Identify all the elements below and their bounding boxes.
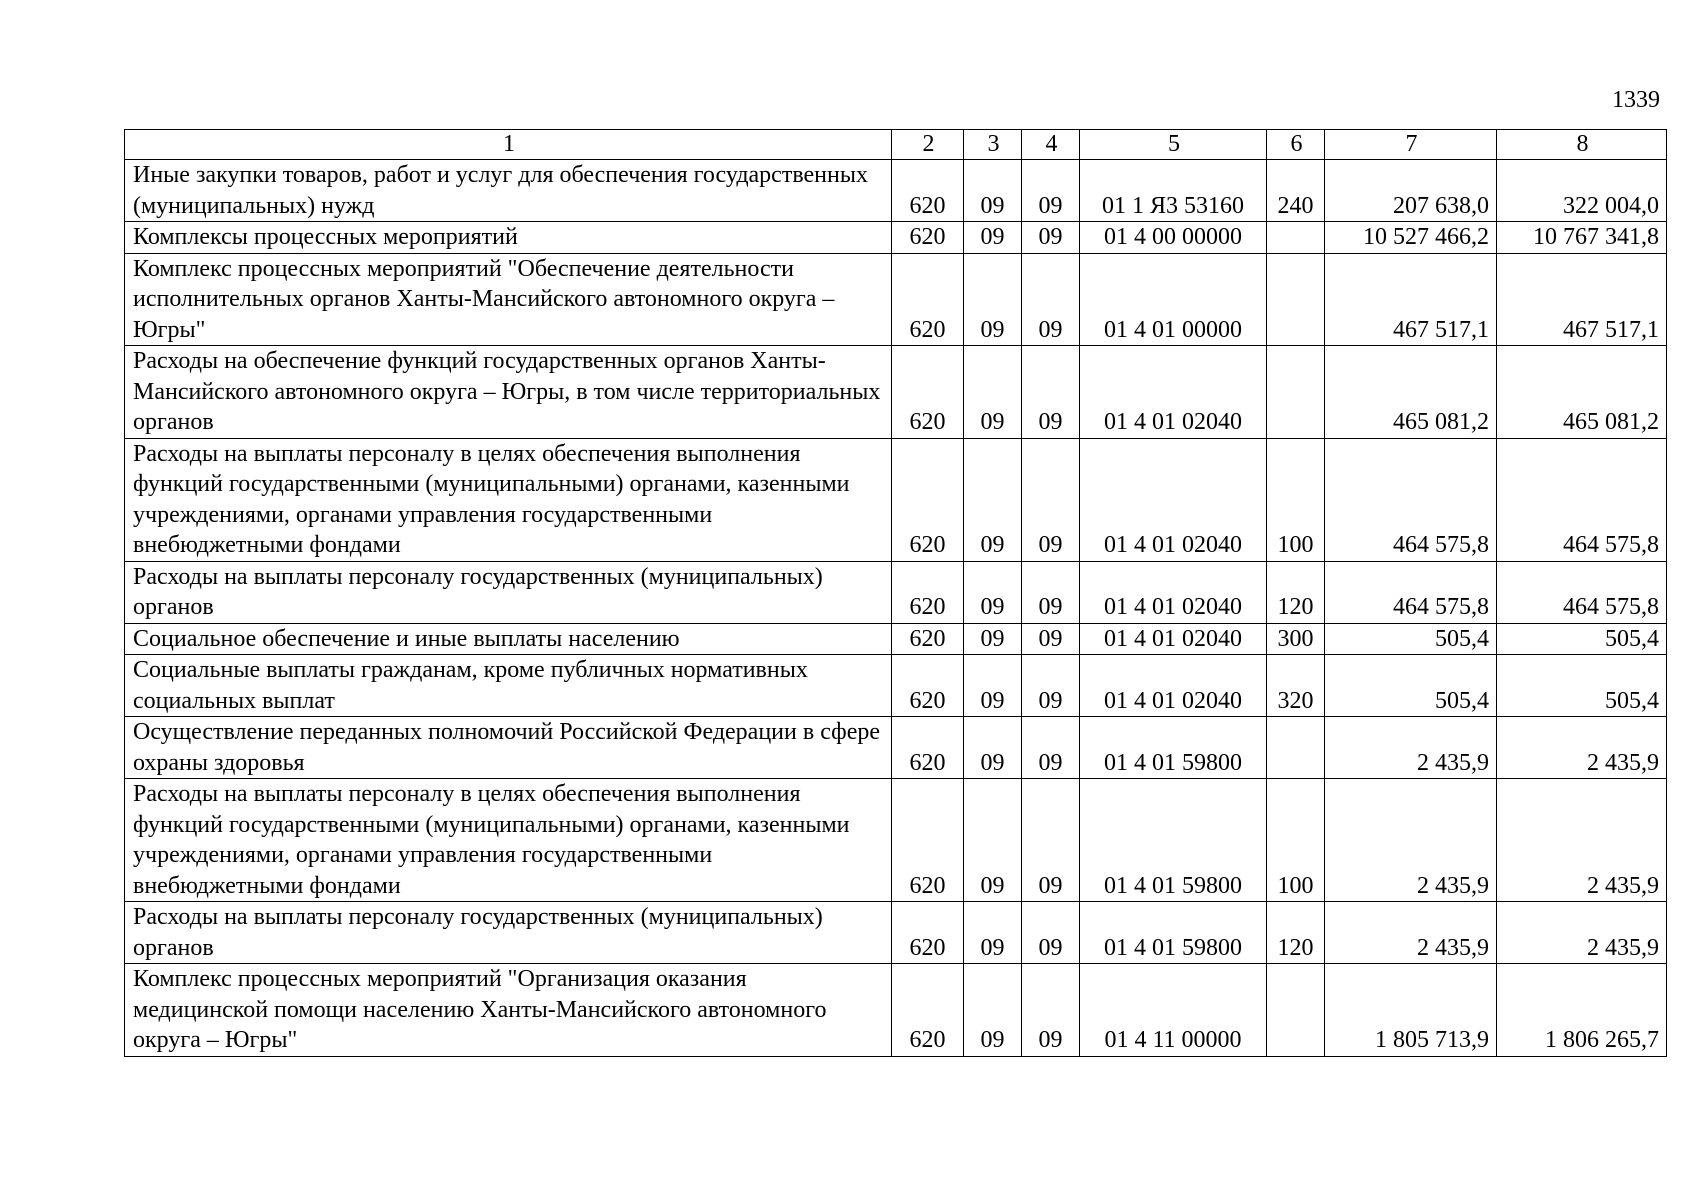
table-row [125,717,1667,779]
amount-year1-cell: 464 575,8 [1325,438,1497,561]
section-code-cell: 09 [964,346,1022,439]
section-code-cell: 09 [964,623,1022,655]
section-code-cell: 09 [964,717,1022,779]
expense-type-cell: 120 [1267,561,1325,623]
row-name-cell: Осуществление переданных полномочий Российской Федерации в сфере охраны здоровья [125,717,892,779]
row-name-cell: Расходы на обеспечение функций государственных органов Ханты-Мансийского автономного округа – Югры, в том числе территориальных органов [125,346,892,439]
target-article-cell: 01 4 01 02040 [1080,623,1267,655]
expense-type-cell: 300 [1267,623,1325,655]
target-article-cell: 01 4 01 02040 [1080,438,1267,561]
expense-type-cell: 100 [1267,779,1325,902]
target-article-cell: 01 1 Я3 53160 [1080,160,1267,222]
table-row [125,623,1667,655]
column-header: 5 [1080,130,1267,160]
subsection-code-cell: 09 [1022,623,1080,655]
target-article-cell: 01 4 01 59800 [1080,717,1267,779]
amount-year1-cell: 505,4 [1325,623,1497,655]
row-name-cell: Комплекс процессных мероприятий "Обеспечение деятельности исполнительных органов Ханты-Мансийского автономного округа – Югры" [125,253,892,346]
amount-year1-cell: 1 805 713,9 [1325,964,1497,1057]
column-header: 1 [125,130,892,160]
subsection-code-cell: 09 [1022,253,1080,346]
column-header: 7 [1325,130,1497,160]
table-header [125,130,1667,160]
row-name-cell: Комплекс процессных мероприятий "Организация оказания медицинской помощи населению Ханты-Мансийского автономного округа – Югры" [125,964,892,1057]
page-number: 1339 [1612,87,1660,113]
subsection-code-cell: 09 [1022,902,1080,964]
amount-year2-cell: 505,4 [1497,623,1667,655]
expense-type-cell: 100 [1267,438,1325,561]
column-header: 8 [1497,130,1667,160]
table-row [125,964,1667,1057]
target-article-cell: 01 4 01 02040 [1080,655,1267,717]
expense-type-cell: 320 [1267,655,1325,717]
ministry-code-cell: 620 [892,561,964,623]
header-row [125,130,1667,160]
amount-year2-cell: 464 575,8 [1497,561,1667,623]
section-code-cell: 09 [964,438,1022,561]
ministry-code-cell: 620 [892,964,964,1057]
ministry-code-cell: 620 [892,438,964,561]
subsection-code-cell: 09 [1022,655,1080,717]
subsection-code-cell: 09 [1022,964,1080,1057]
section-code-cell: 09 [964,902,1022,964]
amount-year1-cell: 10 527 466,2 [1325,222,1497,254]
row-name-cell: Социальное обеспечение и иные выплаты населению [125,623,892,655]
target-article-cell: 01 4 01 59800 [1080,779,1267,902]
section-code-cell: 09 [964,561,1022,623]
expense-type-cell: 240 [1267,160,1325,222]
amount-year1-cell: 2 435,9 [1325,717,1497,779]
amount-year1-cell: 2 435,9 [1325,902,1497,964]
subsection-code-cell: 09 [1022,717,1080,779]
amount-year1-cell: 505,4 [1325,655,1497,717]
subsection-code-cell: 09 [1022,561,1080,623]
table-row [125,253,1667,346]
section-code-cell: 09 [964,253,1022,346]
budget-table [124,129,1667,1057]
row-name-cell: Комплексы процессных мероприятий [125,222,892,254]
amount-year1-cell: 207 638,0 [1325,160,1497,222]
row-name-cell: Расходы на выплаты персоналу государственных (муниципальных) органов [125,561,892,623]
expense-type-cell: 120 [1267,902,1325,964]
amount-year2-cell: 467 517,1 [1497,253,1667,346]
amount-year1-cell: 465 081,2 [1325,346,1497,439]
amount-year1-cell: 464 575,8 [1325,561,1497,623]
table-row [125,779,1667,902]
table-row [125,902,1667,964]
row-name-cell: Расходы на выплаты персоналу в целях обеспечения выполнения функций государственными (муниципальными) органами, казенными учреждениями, органами управления государственными внебюджетными фондами [125,779,892,902]
ministry-code-cell: 620 [892,222,964,254]
table-row [125,561,1667,623]
target-article-cell: 01 4 01 59800 [1080,902,1267,964]
column-header: 3 [964,130,1022,160]
section-code-cell: 09 [964,160,1022,222]
section-code-cell: 09 [964,779,1022,902]
amount-year1-cell: 467 517,1 [1325,253,1497,346]
ministry-code-cell: 620 [892,253,964,346]
expense-type-cell [1267,346,1325,439]
column-header: 4 [1022,130,1080,160]
amount-year2-cell: 464 575,8 [1497,438,1667,561]
subsection-code-cell: 09 [1022,438,1080,561]
section-code-cell: 09 [964,222,1022,254]
amount-year2-cell: 505,4 [1497,655,1667,717]
row-name-cell: Иные закупки товаров, работ и услуг для обеспечения государственных (муниципальных) нужд [125,160,892,222]
amount-year1-cell: 2 435,9 [1325,779,1497,902]
expense-type-cell [1267,964,1325,1057]
subsection-code-cell: 09 [1022,222,1080,254]
amount-year2-cell: 2 435,9 [1497,717,1667,779]
section-code-cell: 09 [964,964,1022,1057]
target-article-cell: 01 4 00 00000 [1080,222,1267,254]
row-name-cell: Расходы на выплаты персоналу в целях обеспечения выполнения функций государственными (муниципальными) органами, казенными учреждениями, органами управления государственными внебюджетными фондами [125,438,892,561]
column-header: 2 [892,130,964,160]
ministry-code-cell: 620 [892,346,964,439]
expense-type-cell [1267,253,1325,346]
table-row [125,346,1667,439]
amount-year2-cell: 322 004,0 [1497,160,1667,222]
table-body [125,160,1667,1057]
ministry-code-cell: 620 [892,655,964,717]
expense-type-cell [1267,222,1325,254]
ministry-code-cell: 620 [892,160,964,222]
table-row [125,160,1667,222]
amount-year2-cell: 465 081,2 [1497,346,1667,439]
table-row [125,222,1667,254]
column-header: 6 [1267,130,1325,160]
ministry-code-cell: 620 [892,623,964,655]
table-row [125,655,1667,717]
amount-year2-cell: 2 435,9 [1497,779,1667,902]
amount-year2-cell: 1 806 265,7 [1497,964,1667,1057]
section-code-cell: 09 [964,655,1022,717]
ministry-code-cell: 620 [892,717,964,779]
subsection-code-cell: 09 [1022,779,1080,902]
subsection-code-cell: 09 [1022,346,1080,439]
target-article-cell: 01 4 01 02040 [1080,346,1267,439]
row-name-cell: Расходы на выплаты персоналу государственных (муниципальных) органов [125,902,892,964]
table-row [125,438,1667,561]
target-article-cell: 01 4 01 02040 [1080,561,1267,623]
expense-type-cell [1267,717,1325,779]
target-article-cell: 01 4 11 00000 [1080,964,1267,1057]
ministry-code-cell: 620 [892,779,964,902]
subsection-code-cell: 09 [1022,160,1080,222]
target-article-cell: 01 4 01 00000 [1080,253,1267,346]
row-name-cell: Социальные выплаты гражданам, кроме публичных нормативных социальных выплат [125,655,892,717]
amount-year2-cell: 10 767 341,8 [1497,222,1667,254]
amount-year2-cell: 2 435,9 [1497,902,1667,964]
ministry-code-cell: 620 [892,902,964,964]
